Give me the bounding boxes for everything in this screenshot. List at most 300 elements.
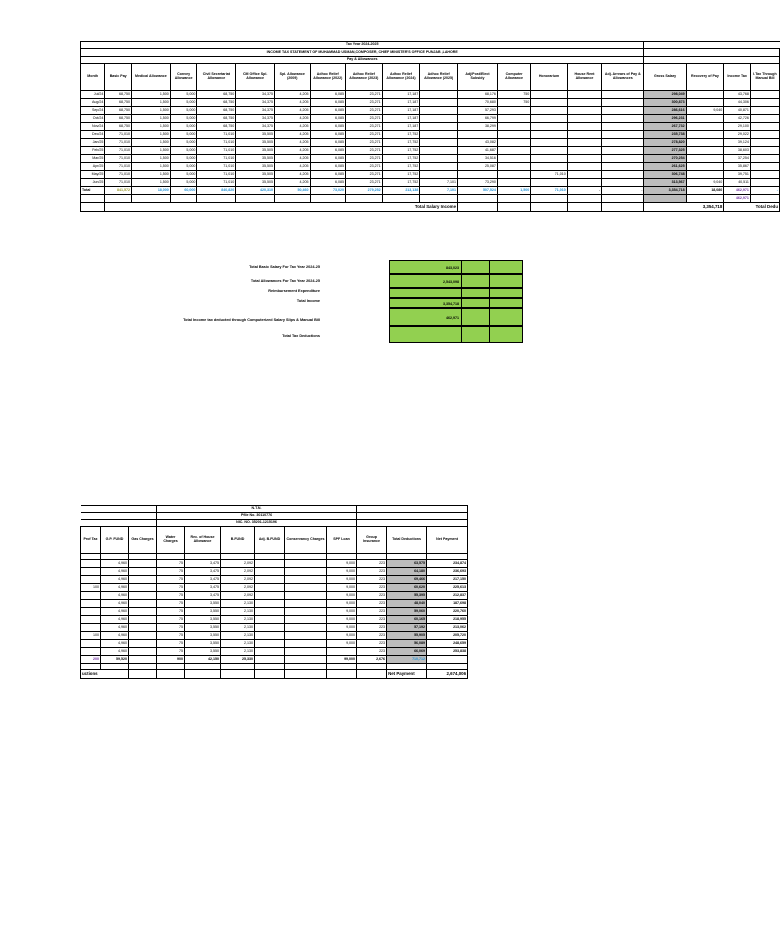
value-cell: 60,620 [387, 584, 427, 592]
value-cell: 71,010 [105, 163, 132, 171]
header-cell: Adhoc Relief Allowance (2024) [382, 64, 420, 91]
header-cell: Group Insurance [357, 527, 387, 554]
value-cell [686, 99, 724, 107]
value-cell: 267,732 [644, 123, 686, 131]
value-cell: 23,271 [346, 91, 383, 99]
value-cell: 9,040 [686, 107, 724, 115]
value-cell: 234,874 [427, 560, 468, 568]
header-cell: Month [81, 64, 105, 91]
value-cell [686, 139, 724, 147]
value-cell: 6,085 [310, 139, 345, 147]
value-cell: 68,176 [458, 91, 498, 99]
net-payment-label: Net Payment [387, 670, 427, 679]
statement-header-row [81, 64, 780, 91]
value-cell: 6,085 [310, 131, 345, 139]
value-cell [285, 616, 327, 624]
value-cell: 75 [157, 640, 185, 648]
header-cell: Recovery of Pay [686, 64, 724, 91]
value-cell [531, 91, 568, 99]
value-cell: 3,550 [185, 624, 221, 632]
value-cell: 9,000 [327, 608, 357, 616]
value-cell: 3,475 [185, 560, 221, 568]
value-cell [686, 131, 724, 139]
value-cell [497, 107, 530, 115]
value-cell [750, 99, 779, 107]
value-cell [255, 576, 285, 584]
deduction-row [81, 560, 468, 568]
value-cell: 23,271 [346, 131, 383, 139]
header-cell: Gross Salary [644, 64, 686, 91]
value-cell: 223 [357, 600, 387, 608]
value-cell: 4,205 [275, 147, 310, 155]
value-cell: 35,505 [236, 131, 275, 139]
value-cell: 75 [157, 624, 185, 632]
value-cell [686, 155, 724, 163]
summary-label: Total Income tax deducted through Computerized Salary Slips & Manual Bill [183, 318, 320, 322]
value-cell: 298,049 [644, 91, 686, 99]
header-cell: Medical Allowance [132, 64, 171, 91]
value-cell [531, 115, 568, 123]
value-cell: 35,867 [724, 163, 751, 171]
value-cell: 2,130 [221, 640, 255, 648]
value-cell [81, 600, 101, 608]
value-cell: 70,680 [458, 99, 498, 107]
value-cell: 68,750 [105, 123, 132, 131]
deduction-row [81, 568, 468, 576]
value-cell: 1,500 [132, 155, 171, 163]
value-cell [567, 131, 601, 139]
total-cell: 60,000 [170, 187, 197, 195]
value-cell: 75 [157, 584, 185, 592]
value-cell [750, 131, 779, 139]
value-cell: 4,205 [275, 123, 310, 131]
value-cell [285, 560, 327, 568]
value-cell: 55,905 [387, 632, 427, 640]
value-cell [567, 171, 601, 179]
value-cell: 205,720 [427, 632, 468, 640]
value-cell [129, 616, 157, 624]
value-cell: 68,750 [105, 107, 132, 115]
deduction-row [81, 648, 468, 656]
value-cell [255, 560, 285, 568]
summary-blank-cell [461, 326, 490, 343]
blank-cell [81, 203, 105, 212]
month-cell: Jul/24 [81, 91, 105, 99]
value-cell: 71,010 [531, 171, 568, 179]
value-cell [602, 171, 644, 179]
deduction-row [81, 616, 468, 624]
blank-cell [132, 195, 171, 203]
value-cell [686, 115, 724, 123]
total-cell: 18,080 [686, 187, 724, 195]
total-cell [427, 656, 468, 664]
totals-row [81, 187, 780, 195]
value-cell [497, 123, 530, 131]
value-cell [255, 584, 285, 592]
header-cell: I.Tax Through Manual Bill [750, 64, 779, 91]
value-cell: 34,375 [236, 115, 275, 123]
value-cell [420, 107, 458, 115]
header-cell: Income Tax [724, 64, 751, 91]
value-cell: 29,100 [724, 123, 751, 131]
value-cell: 63,575 [387, 560, 427, 568]
value-cell [285, 648, 327, 656]
value-cell [531, 163, 568, 171]
value-cell: 23,271 [346, 115, 383, 123]
deduction-row [81, 592, 468, 600]
value-cell: 23,271 [346, 139, 383, 147]
value-cell: 57,293 [458, 107, 498, 115]
month-cell: Jun/25 [81, 179, 105, 187]
value-cell: 1,500 [132, 163, 171, 171]
month-cell: Jan/25 [81, 139, 105, 147]
value-cell: 1,500 [132, 123, 171, 131]
value-cell [497, 131, 530, 139]
value-cell: 9,000 [327, 600, 357, 608]
value-cell: 4,960 [101, 608, 129, 616]
total-cell: 462,971 [724, 187, 751, 195]
value-cell: 306,748 [644, 171, 686, 179]
value-cell: 17,752 [382, 131, 420, 139]
total-cell [129, 656, 157, 664]
blank-cell [170, 195, 197, 203]
value-cell: 278,820 [644, 139, 686, 147]
blank-cell [567, 195, 601, 203]
blank-cell [644, 195, 686, 203]
value-cell: 23,271 [346, 123, 383, 131]
value-cell [497, 155, 530, 163]
value-cell [285, 608, 327, 616]
value-cell: 3,550 [185, 600, 221, 608]
value-cell: 68,750 [197, 123, 236, 131]
value-cell [567, 107, 601, 115]
month-row [81, 99, 780, 107]
value-cell: 75 [157, 648, 185, 656]
value-cell: 75 [157, 568, 185, 576]
deduction-row [81, 584, 468, 592]
value-cell: 218,955 [427, 616, 468, 624]
value-cell [531, 107, 568, 115]
value-cell: 300,873 [644, 99, 686, 107]
value-cell [686, 171, 724, 179]
value-cell: 17,752 [382, 155, 420, 163]
blank-cell [81, 195, 105, 203]
value-cell: 2,130 [221, 608, 255, 616]
value-cell [458, 171, 498, 179]
value-cell [750, 139, 779, 147]
value-cell [255, 568, 285, 576]
header-cell: Adhoc Relief Allowance (2023) [346, 64, 383, 91]
value-cell [81, 592, 101, 600]
value-cell: 4,205 [275, 107, 310, 115]
value-cell [420, 171, 458, 179]
value-cell [420, 163, 458, 171]
value-cell: 1,500 [132, 171, 171, 179]
deduction-row [81, 624, 468, 632]
value-cell: 5,000 [170, 155, 197, 163]
value-cell: 68,750 [105, 91, 132, 99]
value-cell [420, 99, 458, 107]
header-cell: Adj. Arrears of Pay & Allowances [602, 64, 644, 91]
value-cell [567, 155, 601, 163]
month-row [81, 155, 780, 163]
value-cell: 35,505 [236, 139, 275, 147]
value-cell: 223 [357, 648, 387, 656]
month-row [81, 147, 780, 155]
value-cell: 60,165 [387, 616, 427, 624]
value-cell [686, 163, 724, 171]
value-cell [420, 139, 458, 147]
total-cell: - [750, 187, 779, 195]
blank-cell [531, 195, 568, 203]
value-cell: 34,375 [236, 107, 275, 115]
header-cell: Conservancy Charges [285, 527, 327, 554]
blank-cell [458, 203, 498, 212]
value-cell: 236,693 [427, 568, 468, 576]
value-cell: 223 [357, 568, 387, 576]
value-cell: 277,325 [644, 147, 686, 155]
value-cell: 38,603 [724, 147, 751, 155]
value-cell: 223 [357, 640, 387, 648]
tax-year-title: Tax Year 2024-2025 [81, 42, 644, 49]
value-cell [750, 91, 779, 99]
value-cell: 296,231 [644, 115, 686, 123]
value-cell: 68,750 [105, 99, 132, 107]
value-cell [567, 139, 601, 147]
month-row [81, 171, 780, 179]
value-cell: 2,130 [221, 616, 255, 624]
value-cell: 75 [157, 576, 185, 584]
value-cell: 9,040 [686, 179, 724, 187]
value-cell: 73,290 [458, 179, 498, 187]
value-cell: 23,271 [346, 99, 383, 107]
summary-label: Reimbursement Expenditure [268, 289, 320, 293]
pfile-number: Pfile No. 30110776 [157, 513, 357, 520]
value-cell: 2,092 [221, 576, 255, 584]
total-cell [285, 656, 327, 664]
value-cell: 6,085 [310, 155, 345, 163]
value-cell: 4,205 [275, 163, 310, 171]
total-deductions-footer-label: uctions [81, 670, 129, 679]
value-cell [602, 155, 644, 163]
blank-cell [382, 195, 420, 203]
value-cell: 71,010 [105, 171, 132, 179]
value-cell [686, 91, 724, 99]
value-cell: 71,010 [197, 147, 236, 155]
month-cell: Sep/24 [81, 107, 105, 115]
blank-cell [531, 203, 568, 212]
value-cell: 9,000 [327, 632, 357, 640]
value-cell [129, 584, 157, 592]
value-cell: 75 [157, 616, 185, 624]
value-cell: 4,205 [275, 155, 310, 163]
value-cell [81, 568, 101, 576]
value-cell: 750 [497, 99, 530, 107]
header-cell: Civil Secretariat Allowance [197, 64, 236, 91]
value-cell: 4,205 [275, 115, 310, 123]
value-cell [497, 179, 530, 187]
value-cell [602, 115, 644, 123]
value-cell: 6,085 [310, 147, 345, 155]
value-cell: 2,092 [221, 592, 255, 600]
value-cell: 55,395 [387, 592, 427, 600]
value-cell: 35,505 [236, 155, 275, 163]
total-cell: 73,020 [310, 187, 345, 195]
total-salary-income-label: Total Salary Income [105, 203, 458, 212]
value-cell: 17,752 [382, 179, 420, 187]
header-cell: Rec. of House Allowance [185, 527, 221, 554]
value-cell: 40,871 [724, 107, 751, 115]
value-cell: 9,000 [327, 568, 357, 576]
value-cell: 39,124 [724, 139, 751, 147]
value-cell: 68,750 [197, 99, 236, 107]
month-row [81, 179, 780, 187]
value-cell: 17,752 [382, 139, 420, 147]
value-cell: 9,000 [327, 576, 357, 584]
value-cell: 100 [81, 584, 101, 592]
month-row [81, 115, 780, 123]
summary-blank-cell [489, 288, 523, 298]
value-cell [129, 624, 157, 632]
value-cell: 9,000 [327, 584, 357, 592]
blank-cell [327, 670, 357, 679]
value-cell [567, 147, 601, 155]
value-cell: 17,187 [382, 91, 420, 99]
header-cell: House Rent Allowance [567, 64, 601, 91]
total-cell: 841,572 [105, 187, 132, 195]
header-cell: Gas Charges [129, 527, 157, 554]
value-cell [129, 600, 157, 608]
value-cell [285, 584, 327, 592]
value-cell [750, 163, 779, 171]
value-cell [602, 131, 644, 139]
summary-value: 843,023 [389, 260, 462, 274]
value-cell [420, 91, 458, 99]
value-cell: 6,085 [310, 99, 345, 107]
value-cell: 7,101 [420, 179, 458, 187]
header-cell: Net Payment [427, 527, 468, 554]
value-cell: 5,000 [170, 163, 197, 171]
month-cell: Aug/24 [81, 99, 105, 107]
total-cell: 420,310 [236, 187, 275, 195]
value-cell [129, 632, 157, 640]
value-cell: 4,205 [275, 91, 310, 99]
value-cell [567, 99, 601, 107]
value-cell: 4,205 [275, 179, 310, 187]
value-cell: 71,010 [197, 171, 236, 179]
total-cell: 900 [157, 656, 185, 664]
value-cell: 212,837 [427, 592, 468, 600]
value-cell: 1,500 [132, 107, 171, 115]
value-cell: 4,960 [101, 600, 129, 608]
value-cell [420, 155, 458, 163]
value-cell: 29,022 [724, 131, 751, 139]
value-cell: 3,550 [185, 640, 221, 648]
value-cell [255, 600, 285, 608]
value-cell [327, 648, 357, 656]
header-cell: Total Deductions [387, 527, 427, 554]
blank-cell [310, 195, 345, 203]
header-cell: Spl. Allowance (2009) [275, 64, 310, 91]
value-cell: 4,960 [101, 640, 129, 648]
blank-cell [236, 195, 275, 203]
value-cell: 223 [357, 616, 387, 624]
summary-value: 2,543,098 [389, 274, 462, 288]
total-cell: 42,150 [185, 656, 221, 664]
value-cell [255, 632, 285, 640]
value-cell [602, 107, 644, 115]
value-cell [81, 648, 101, 656]
value-cell [255, 624, 285, 632]
value-cell: 100 [81, 632, 101, 640]
value-cell: 57,192 [387, 624, 427, 632]
blank-cell [497, 203, 530, 212]
header-cell: Honorarium [531, 64, 568, 91]
value-cell [750, 147, 779, 155]
summary-blank-cell [489, 308, 523, 326]
month-cell: Oct/24 [81, 115, 105, 123]
summary-blank-cell [489, 274, 523, 288]
value-cell: 34,375 [236, 91, 275, 99]
value-cell [129, 568, 157, 576]
value-cell: 3,550 [185, 648, 221, 656]
value-cell [81, 576, 101, 584]
value-cell: 220,760 [427, 608, 468, 616]
value-cell: 2,130 [221, 648, 255, 656]
header-cell: Computer Allowance [497, 64, 530, 91]
pay-allowances-section: Pay & Allowances [81, 57, 644, 64]
value-cell: 2,130 [221, 632, 255, 640]
value-cell [602, 123, 644, 131]
total-cell: 99,000 [327, 656, 357, 664]
value-cell: 6,085 [310, 163, 345, 171]
summary-blank-cell [461, 260, 490, 274]
value-cell: 1,500 [132, 131, 171, 139]
value-cell [602, 139, 644, 147]
value-cell [255, 616, 285, 624]
value-cell: 4,205 [275, 171, 310, 179]
total-cell: 213,138 [382, 187, 420, 195]
value-cell: 6,085 [310, 179, 345, 187]
month-row [81, 131, 780, 139]
value-cell: 71,010 [105, 179, 132, 187]
value-cell: 3,475 [185, 568, 221, 576]
value-cell: 23,271 [346, 107, 383, 115]
value-cell [81, 640, 101, 648]
value-cell: 9,000 [327, 624, 357, 632]
deductions-header-row [81, 527, 468, 554]
total-cell: - [567, 187, 601, 195]
value-cell [602, 99, 644, 107]
value-cell: 17,187 [382, 107, 420, 115]
value-cell: 5,000 [170, 115, 197, 123]
value-cell [750, 179, 779, 187]
value-cell: 75 [157, 560, 185, 568]
value-cell: 4,205 [275, 99, 310, 107]
value-cell [458, 131, 498, 139]
value-cell: 750 [497, 91, 530, 99]
value-cell [285, 592, 327, 600]
value-cell: 6,085 [310, 91, 345, 99]
value-cell: 23,271 [346, 179, 383, 187]
summary-value [389, 326, 462, 343]
value-cell: 42,726 [724, 115, 751, 123]
total-cell: 507,524 [458, 187, 498, 195]
value-cell: 43,082 [458, 139, 498, 147]
value-cell: 23,271 [346, 155, 383, 163]
total-cell: 840,820 [197, 187, 236, 195]
total-cell: 200 [81, 656, 101, 664]
